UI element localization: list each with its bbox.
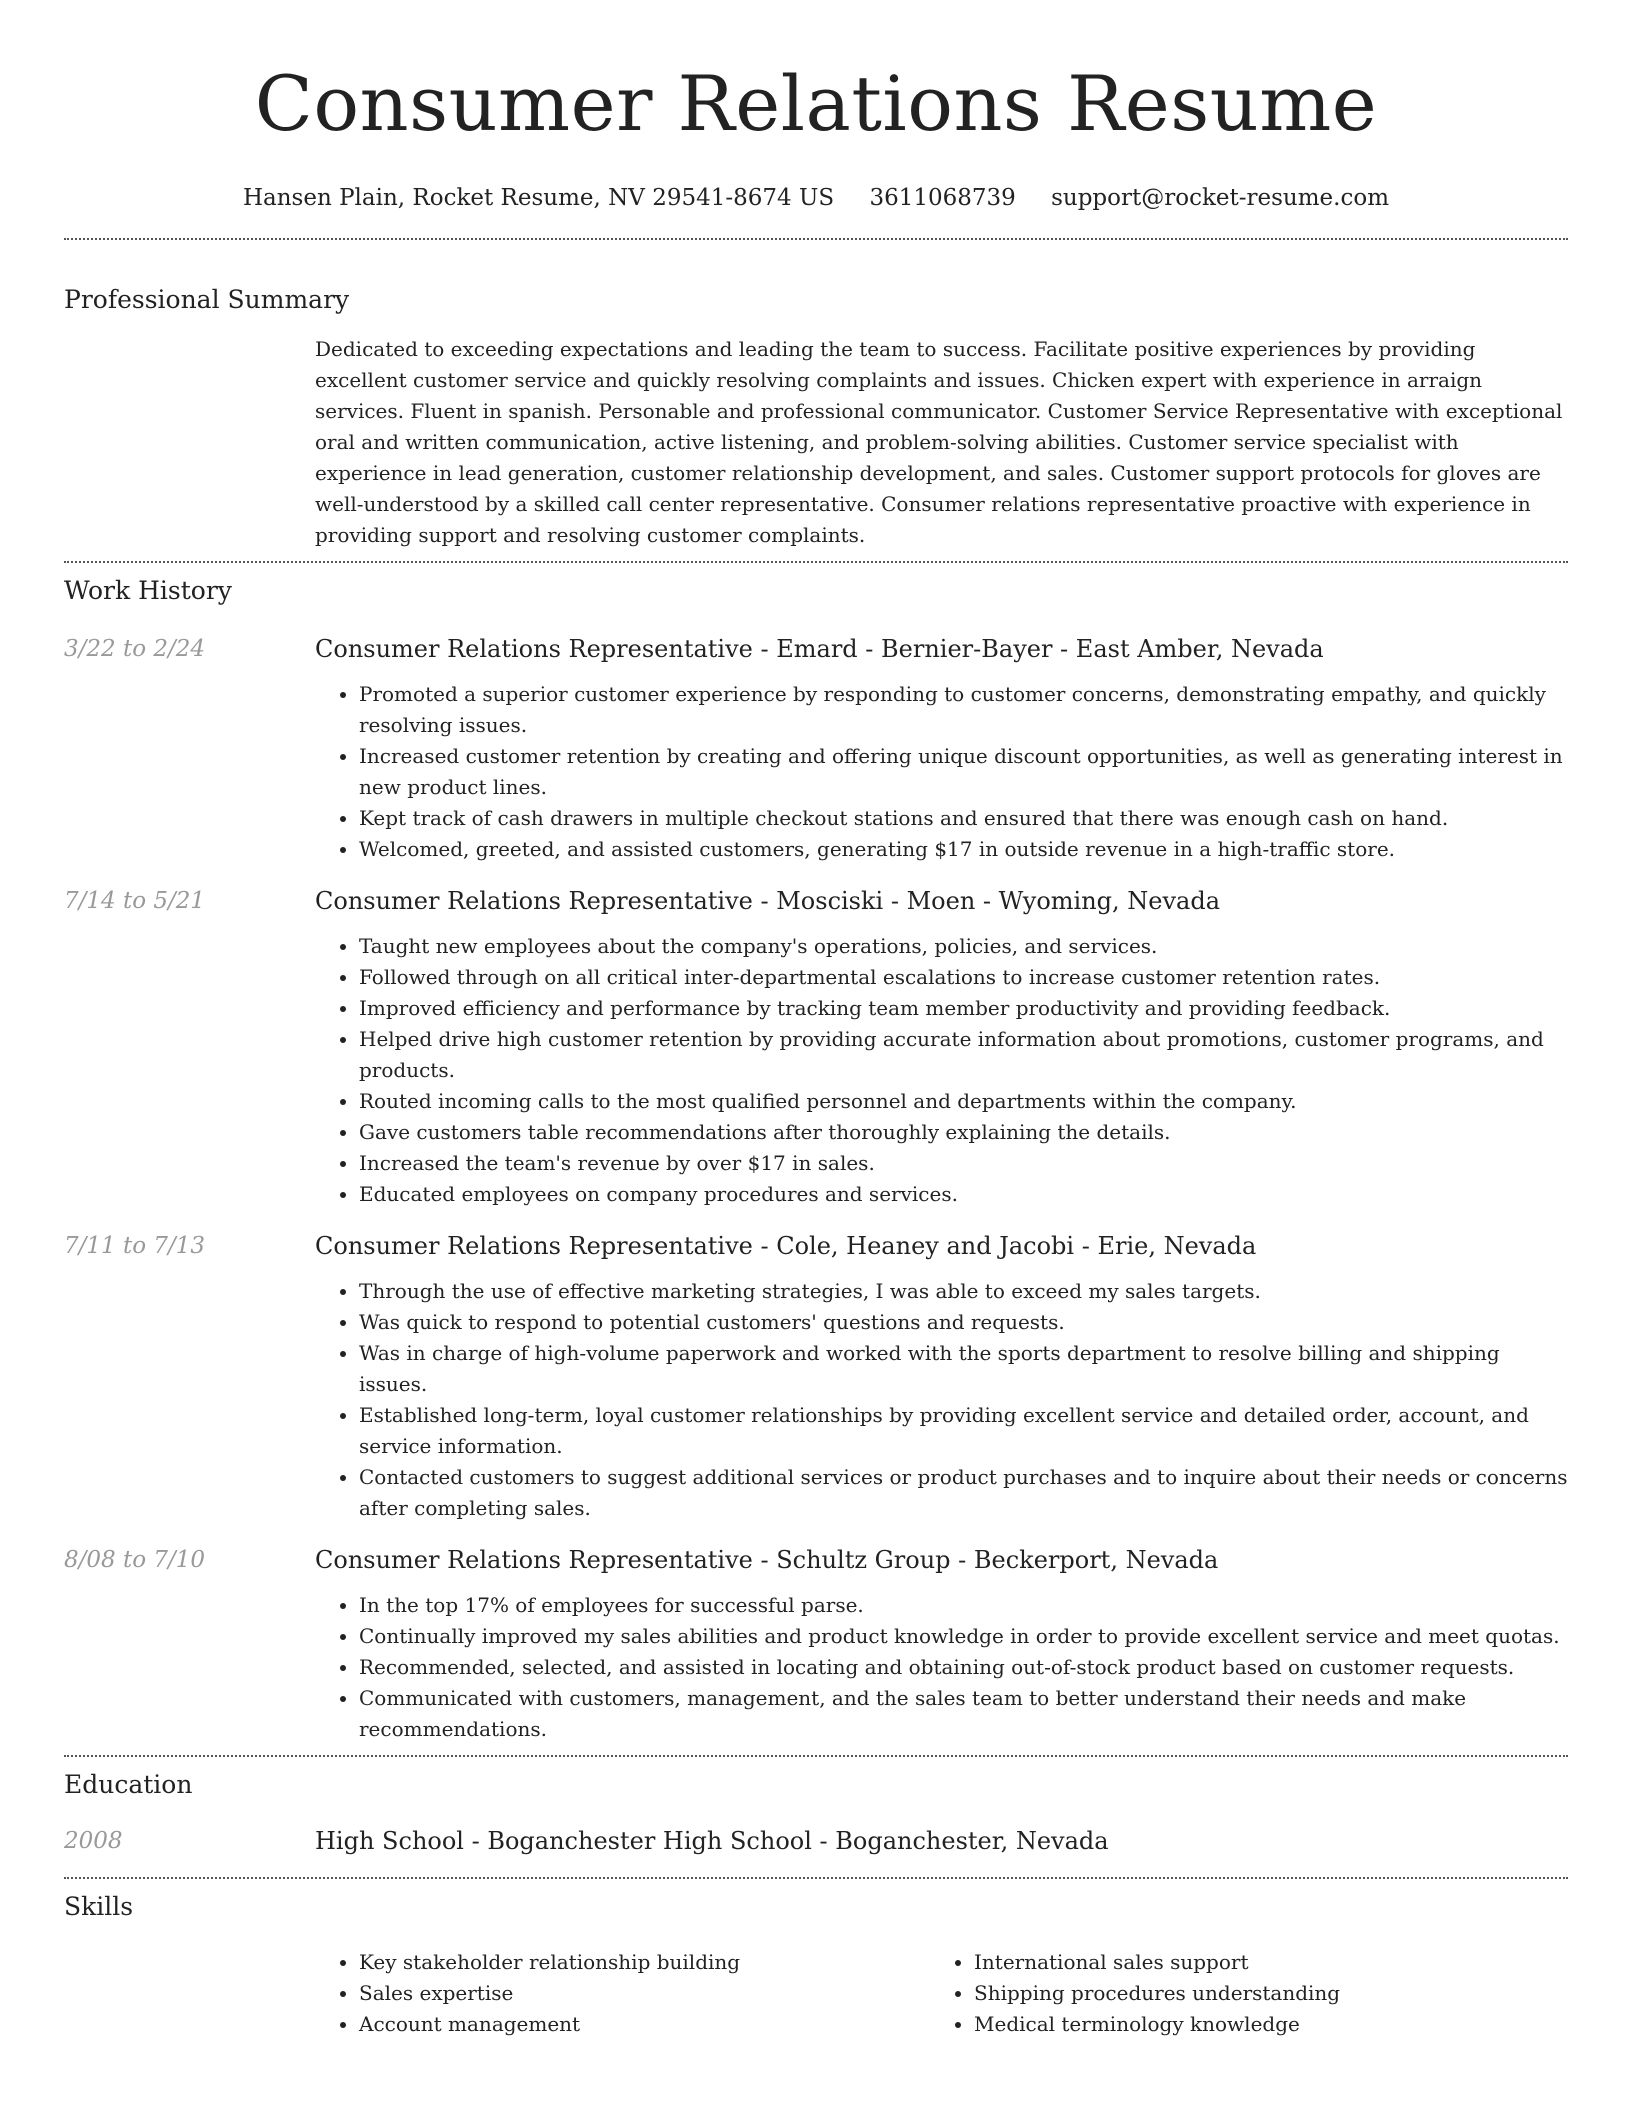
list-item: • Communicated with customers, management, and the sales team to better understand their needs and make recommendations.: [359, 1683, 1568, 1745]
job-bullets: [315, 931, 1568, 1210]
job-entry: [64, 1542, 1568, 1745]
skills-heading: Skills: [64, 1892, 134, 1921]
job-title: Consumer Relations Representative - Cole, Heaney and Jacobi - Erie, Nevada: [315, 1232, 1257, 1260]
list-item: • Increased customer retention by creating and offering unique discount opportunities, as well as generating interest in new product lines.: [359, 741, 1568, 803]
list-item: • Through the use of effective marketing strategies, I was able to exceed my sales targets.: [359, 1276, 1568, 1307]
job-details: [315, 1542, 1568, 1745]
list-item: • Medical terminology knowledge: [974, 2009, 1545, 2040]
list-item: • Shipping procedures understanding: [974, 1978, 1545, 2009]
list-item: • Contacted customers to suggest additional services or product purchases and to inquire about their needs or concerns after completing sales.: [359, 1462, 1568, 1524]
job-title: Consumer Relations Representative - Schultz Group - Beckerport, Nevada: [315, 1546, 1219, 1574]
list-item: • Sales expertise: [359, 1978, 930, 2009]
job-entry: [64, 631, 1568, 865]
job-dates: 3/22 to 2/24: [64, 636, 206, 662]
job-entry: [64, 1228, 1568, 1524]
job-dates: 7/14 to 5/21: [64, 888, 206, 914]
divider-summary: [64, 561, 1568, 563]
work-history-heading: Work History: [64, 576, 232, 605]
resume-title: Consumer Relations Resume: [254, 59, 1378, 148]
divider-work: [64, 1755, 1568, 1757]
list-item: • Increased the team's revenue by over $17 in sales.: [359, 1148, 1568, 1179]
contact-address: Hansen Plain, Rocket Resume, NV 29541-8674 US: [242, 185, 835, 211]
list-item: • Welcomed, greeted, and assisted customers, generating $17 in outside revenue in a high-traffic store.: [359, 834, 1568, 865]
job-dates: 8/08 to 7/10: [64, 1547, 206, 1573]
job-title: Consumer Relations Representative - Mosciski - Moen - Wyoming, Nevada: [315, 887, 1221, 915]
list-item: • Key stakeholder relationship building: [359, 1947, 930, 1978]
job-entry: [64, 883, 1568, 1210]
list-item: • Taught new employees about the company's operations, policies, and services.: [359, 931, 1568, 962]
contact-email: support@rocket-resume.com: [1051, 185, 1390, 211]
list-item: • Educated employees on company procedures and services.: [359, 1179, 1568, 1210]
list-item: • Promoted a superior customer experience by responding to customer concerns, demonstrating empathy, and quickly resolving issues.: [359, 679, 1568, 741]
list-item: • Established long-term, loyal customer relationships by providing excellent service and detailed order, account, and service information.: [359, 1400, 1568, 1462]
job-title: Consumer Relations Representative - Emard - Bernier-Bayer - East Amber, Nevada: [315, 635, 1324, 663]
list-item: • In the top 17% of employees for successful parse.: [359, 1590, 1568, 1621]
list-item: • Gave customers table recommendations after thoroughly explaining the details.: [359, 1117, 1568, 1148]
education-heading: Education: [64, 1770, 193, 1799]
list-item: • Account management: [359, 2009, 930, 2040]
job-bullets: [315, 679, 1568, 865]
job-details: [315, 883, 1568, 1210]
list-item: • Helped drive high customer retention by providing accurate information about promotions, customer programs, and products.: [359, 1024, 1568, 1086]
list-item: • Was in charge of high-volume paperwork and worked with the sports department to resolve billing and shipping issues.: [359, 1338, 1568, 1400]
job-details: [315, 631, 1568, 865]
list-item: • Recommended, selected, and assisted in locating and obtaining out-of-stock product based on customer requests.: [359, 1652, 1568, 1683]
job-dates: 7/11 to 7/13: [64, 1233, 206, 1259]
education-entry: [64, 1823, 1568, 1859]
summary-heading: Professional Summary: [64, 285, 350, 314]
contact-line: [64, 180, 1568, 216]
skills-list-left: [315, 1947, 930, 2040]
list-item: • Was quick to respond to potential customers' questions and requests.: [359, 1307, 1568, 1338]
list-item: • Improved efficiency and performance by tracking team member productivity and providing feedback.: [359, 993, 1568, 1024]
contact-phone: 3611068739: [869, 185, 1016, 211]
list-item: • Routed incoming calls to the most qualified personnel and departments within the company.: [359, 1086, 1568, 1117]
list-item: • Kept track of cash drawers in multiple checkout stations and ensured that there was enough cash on hand.: [359, 803, 1568, 834]
education-year: 2008: [64, 1828, 123, 1854]
divider-education: [64, 1877, 1568, 1879]
divider-header: [64, 238, 1568, 240]
summary-text: Dedicated to exceeding expectations and leading the team to success. Facilitate positive experiences by providing excellent customer service and quickly resolving complaints and issues. Chicken expert with experience in arraign services. Fluent in spanish. Personable and professional communicator. Customer Service Representative with exceptional oral and written communication, active listening, and problem-solving abilities. Customer service specialist with experience in lead generation, customer relationship development, and sales. Customer support protocols for gloves are well-understood by a skilled call center representative. Consumer relations representative proactive with experience in providing support and resolving customer complaints.: [315, 337, 1563, 547]
skills-list-right: [930, 1947, 1545, 2040]
job-bullets: [315, 1590, 1568, 1745]
education-text: High School - Boganchester High School - Boganchester, Nevada: [315, 1827, 1109, 1855]
list-item: • Continually improved my sales abilities and product knowledge in order to provide excellent service and meet quotas.: [359, 1621, 1568, 1652]
skills-grid: [315, 1947, 1568, 2040]
job-bullets: [315, 1276, 1568, 1524]
job-details: [315, 1228, 1568, 1524]
list-item: • Followed through on all critical inter-departmental escalations to increase customer retention rates.: [359, 962, 1568, 993]
list-item: • International sales support: [974, 1947, 1545, 1978]
